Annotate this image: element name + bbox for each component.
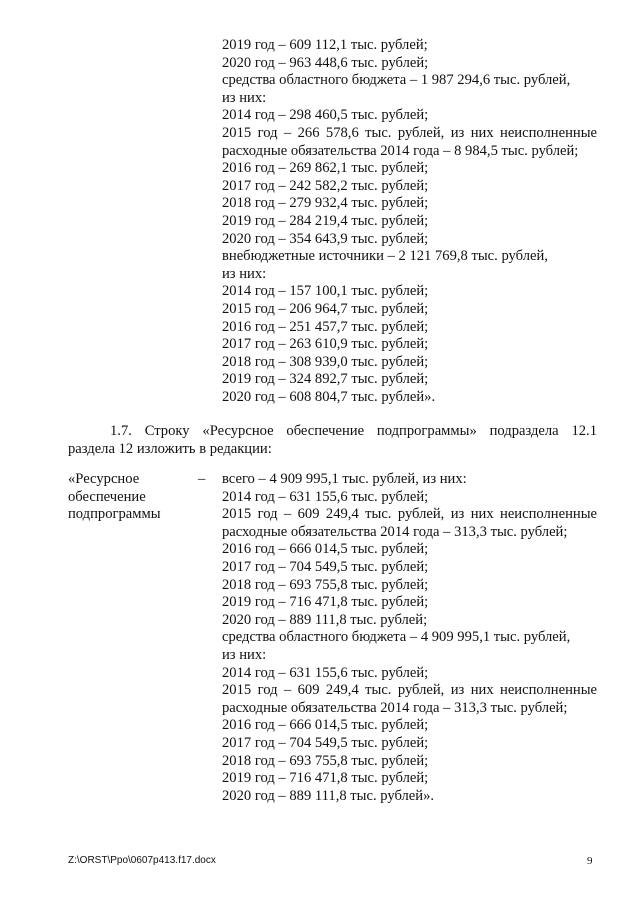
paragraph-line: раздела 12 изложить в редакции:: [68, 440, 272, 457]
text-line: 2018 год – 693 755,8 тыс. рублей;: [222, 752, 429, 769]
text-line: 2019 год – 324 892,7 тыс. рублей;: [222, 371, 429, 388]
text-line: 2020 год – 889 111,8 тыс. рублей».: [222, 787, 435, 804]
text-line: 2020 год – 608 804,7 тыс. рублей».: [222, 388, 436, 405]
text-line: 2019 год – 716 471,8 тыс. рублей;: [222, 770, 429, 787]
text-line: 2018 год – 279 932,4 тыс. рублей;: [222, 195, 429, 212]
text-line: внебюджетные источники – 2 121 769,8 тыс. рублей,: [222, 248, 548, 265]
label-line: подпрограммы: [68, 506, 161, 523]
text-line: расходные обязательства 2014 года – 313,3 тыс. рублей;: [222, 699, 568, 716]
text-line: 2017 год – 242 582,2 тыс. рублей;: [222, 177, 429, 194]
label-line: обеспечение: [68, 488, 146, 505]
text-line: 2014 год – 298 460,5 тыс. рублей;: [222, 107, 429, 124]
text-line: из них:: [222, 265, 267, 282]
text-line: 2017 год – 263 610,9 тыс. рублей;: [222, 336, 429, 353]
text-line: 2020 год – 889 111,8 тыс. рублей;: [222, 611, 428, 628]
text-line: 2014 год – 631 155,6 тыс. рублей;: [222, 664, 429, 681]
text-line: 2017 год – 704 549,5 тыс. рублей;: [222, 734, 429, 751]
footer-file-path: Z:\ORST\Ppo\0607p413.f17.docx: [68, 855, 216, 866]
text-line: 2016 год – 251 457,7 тыс. рублей;: [222, 318, 429, 335]
funding-continuation-block: [222, 37, 597, 406]
text-line: 2017 год – 704 549,5 тыс. рублей;: [222, 558, 429, 575]
text-line: 2016 год – 666 014,5 тыс. рублей;: [222, 717, 429, 734]
resource-values-block: [222, 471, 597, 805]
text-line: 2014 год – 631 155,6 тыс. рублей;: [222, 488, 429, 505]
text-line: средства областного бюджета – 1 987 294,6 тыс. рублей,: [222, 72, 571, 89]
text-line: из них:: [222, 89, 267, 106]
text-line: расходные обязательства 2014 года – 313,3 тыс. рублей;: [222, 523, 568, 540]
text-line: из них:: [222, 646, 267, 663]
text-line: 2016 год – 269 862,1 тыс. рублей;: [222, 160, 429, 177]
section-instruction-paragraph: [68, 423, 597, 458]
text-line: 2015 год – 266 578,6 тыс. рублей, из них неисполненные: [222, 124, 597, 141]
text-line: 2019 год – 609 112,1 тыс. рублей;: [222, 37, 428, 53]
text-line: 2018 год – 693 755,8 тыс. рублей;: [222, 576, 429, 593]
label-line: «Ресурсное: [68, 471, 140, 487]
label-dash: –: [198, 471, 206, 487]
resource-row-label: [68, 471, 218, 524]
text-line: 2014 год – 157 100,1 тыс. рублей;: [222, 283, 429, 300]
text-line: 2018 год – 308 939,0 тыс. рублей;: [222, 353, 429, 370]
page-number: 9: [587, 855, 593, 867]
text-line: всего – 4 909 995,1 тыс. рублей, из них:: [222, 471, 467, 487]
text-line: 2020 год – 354 643,9 тыс. рублей;: [222, 230, 429, 247]
text-line: 2015 год – 206 964,7 тыс. рублей;: [222, 300, 429, 317]
text-line: 2020 год – 963 448,6 тыс. рублей;: [222, 54, 429, 71]
text-line: расходные обязательства 2014 года – 8 984,5 тыс. рублей;: [222, 142, 579, 159]
text-line: 2019 год – 284 219,4 тыс. рублей;: [222, 212, 429, 229]
text-line: 2015 год – 609 249,4 тыс. рублей, из них неисполненные: [222, 682, 597, 699]
text-line: 2019 год – 716 471,8 тыс. рублей;: [222, 594, 429, 611]
text-line: средства областного бюджета – 4 909 995,1 тыс. рублей,: [222, 629, 571, 646]
paragraph-line: 1.7. Строку «Ресурсное обеспечение подпрограммы» подраздела 12.1: [110, 423, 597, 439]
text-line: 2015 год – 609 249,4 тыс. рублей, из них неисполненные: [222, 506, 597, 523]
text-line: 2016 год – 666 014,5 тыс. рублей;: [222, 541, 429, 558]
